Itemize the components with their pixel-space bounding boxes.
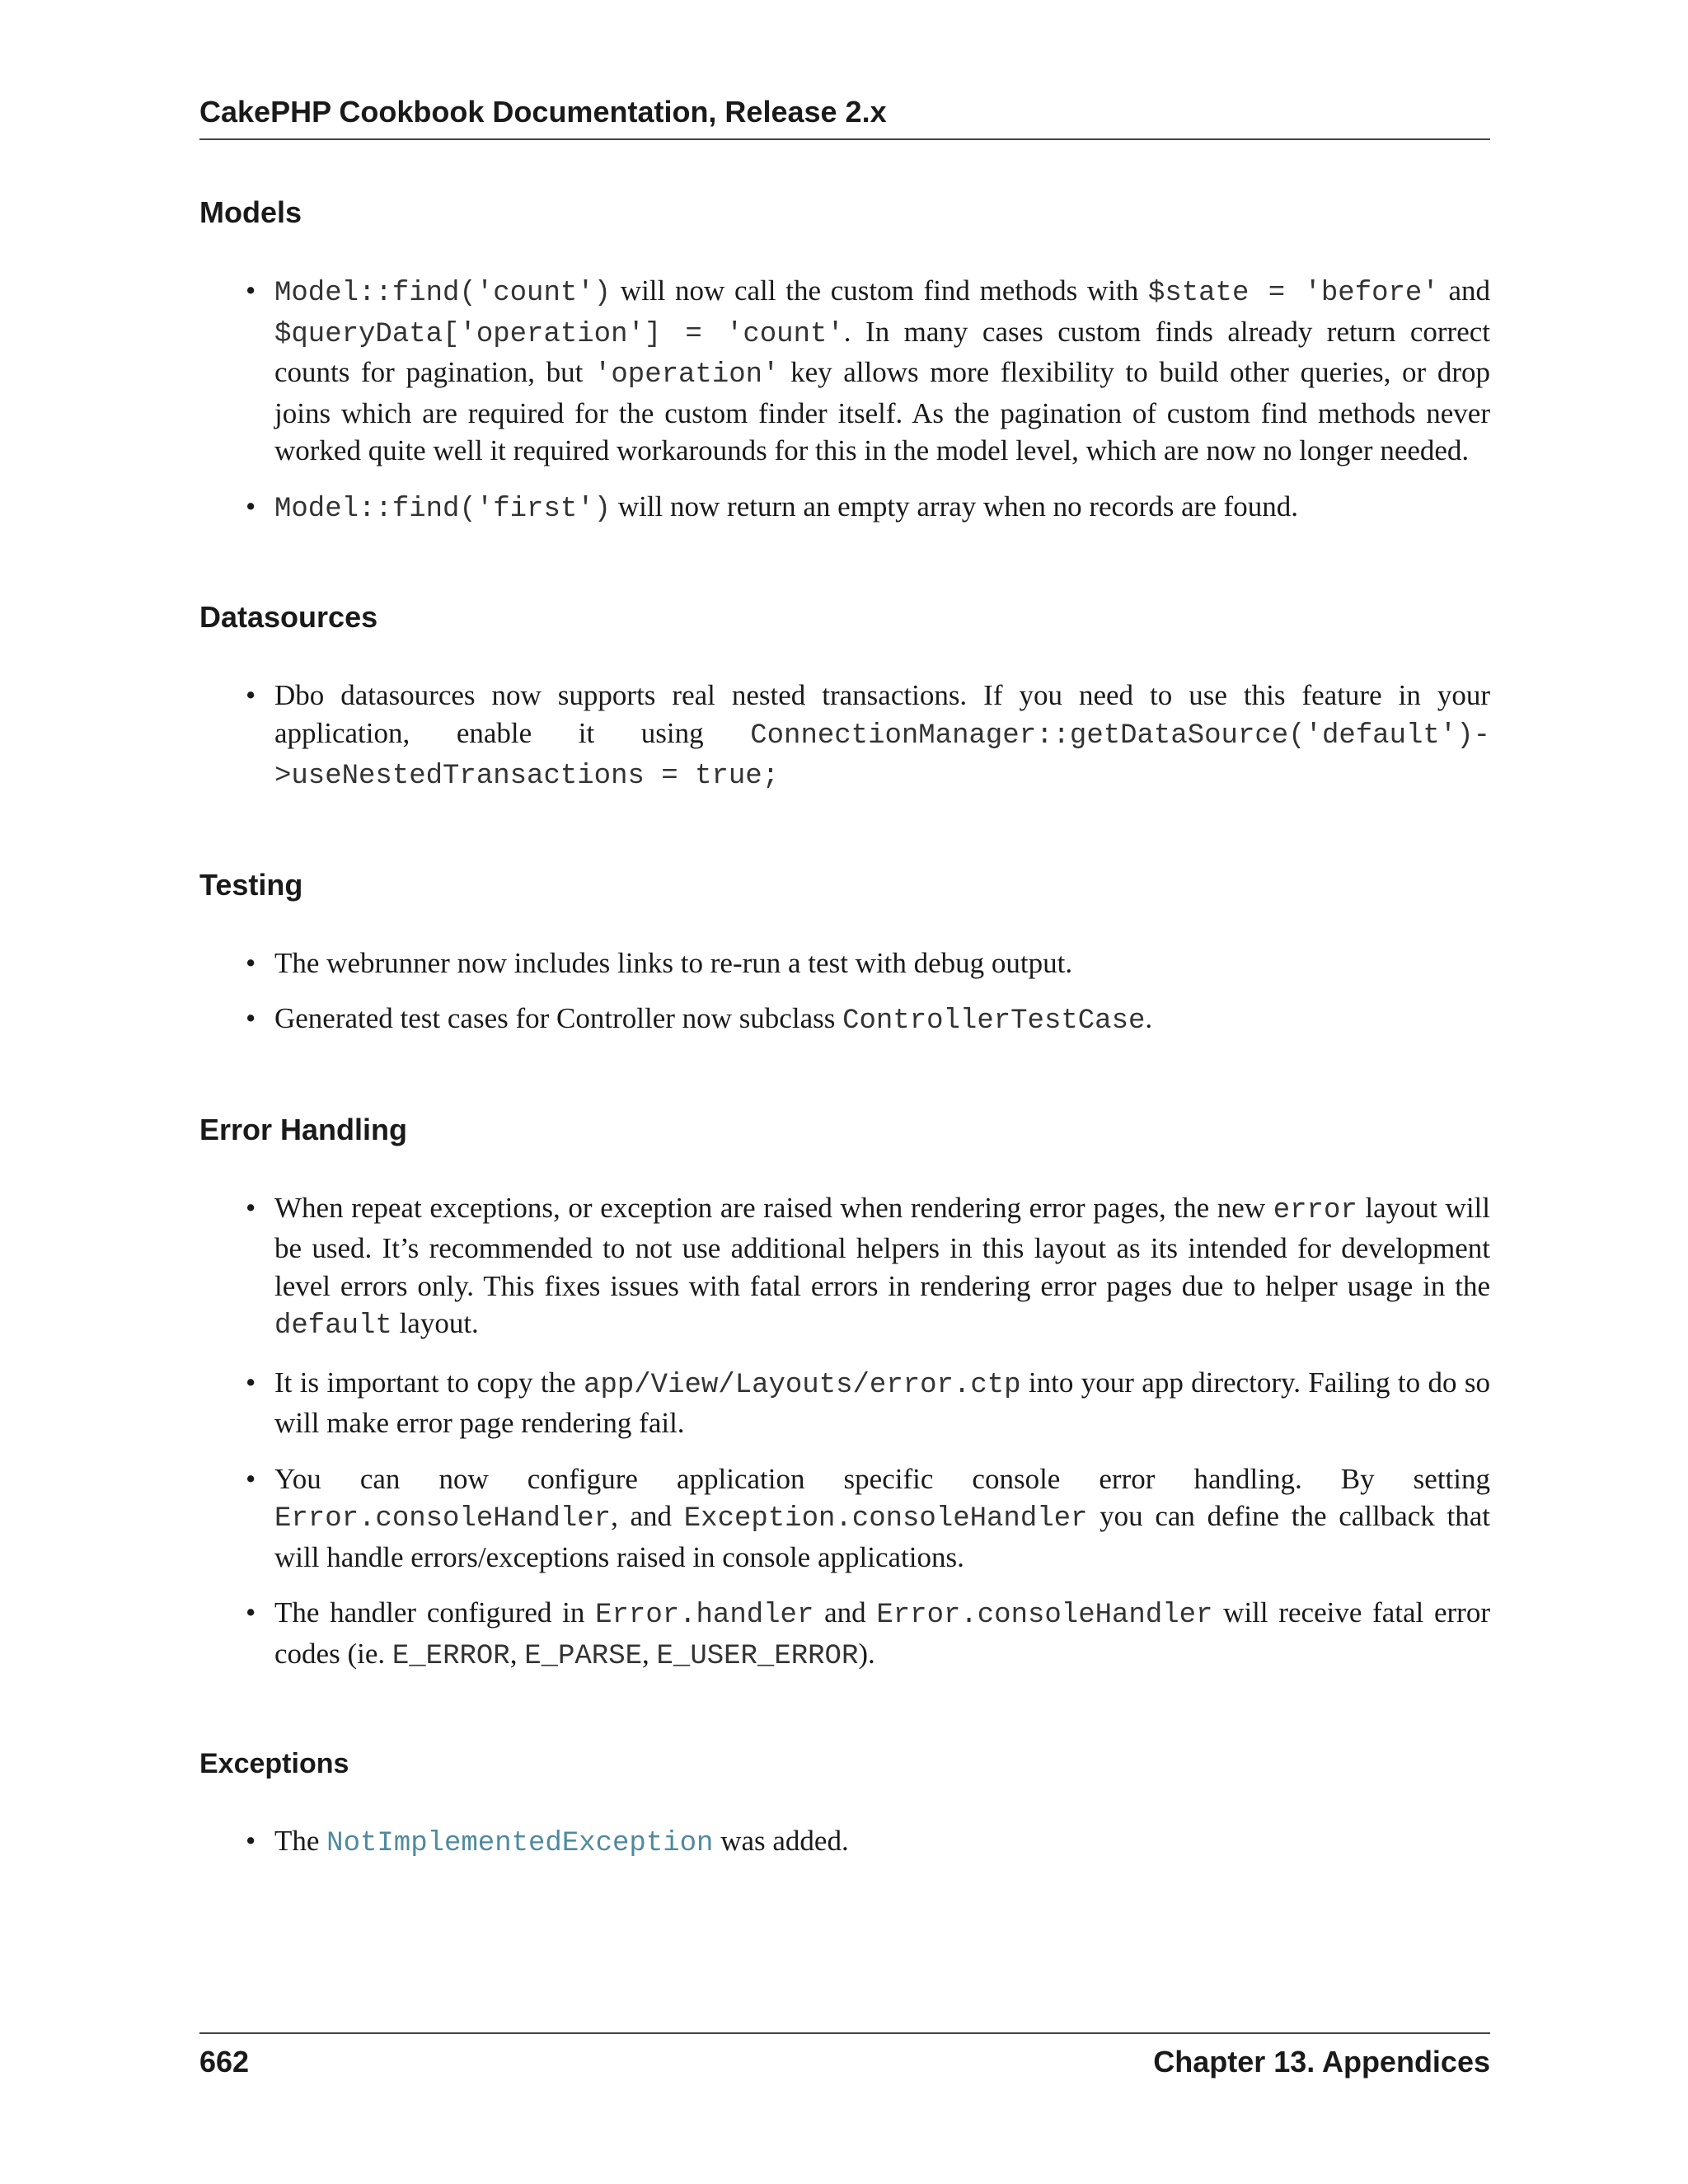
page-content — [199, 194, 1490, 1934]
error-handling-list — [199, 1189, 1490, 1676]
list-item: • Generated test cases for Controller now subclass ControllerTestCase. — [199, 1000, 1490, 1041]
running-header: CakePHP Cookbook Documentation, Release 2.x — [199, 91, 1490, 140]
section-heading-error-handling: Error Handling — [199, 1112, 408, 1146]
bullet-icon: • — [246, 490, 256, 523]
list-item: • The handler configured in Error.handler and Error.consoleHandler will receive fatal error codes (ie. E_ERROR, E_PARSE, E_USER_ERROR). — [199, 1594, 1490, 1675]
section-models — [199, 194, 1490, 528]
section-testing — [199, 867, 1490, 1041]
list-item: • The webrunner now includes links to re-run a test with debug output. — [199, 944, 1490, 982]
list-item: • Model::find('count') will now call the custom find methods with $state = 'before' and $queryData['operation'] = 'count'. In many cases custom finds already return correct counts for pagination, but 'operation' key allows more flexibility to build other queries, or drop joins which are required for the custom finder itself. As the pagination of custom find methods never worked quite well it required workarounds for this in the model level, which are now no longer needed. — [199, 272, 1490, 470]
section-exceptions — [199, 1746, 1490, 1863]
page-number: 662 — [199, 2045, 250, 2079]
section-heading-testing: Testing — [199, 867, 303, 902]
bullet-icon: • — [246, 1825, 256, 1857]
list-item: • When repeat exceptions, or exception are raised when rendering error pages, the new error layout will be used. It’s recommended to not use additional helpers in this layout as its intended for development level errors only. This fixes issues with fatal errors in rendering error pages due to helper usage in the default layout. — [199, 1189, 1490, 1346]
list-item: • You can now configure application specific console error handling. By setting Error.consoleHandler, and Exception.consoleHandler you can define the callback that will handle errors/exceptions raised in console applications. — [199, 1460, 1490, 1577]
models-list — [199, 272, 1490, 528]
list-item: • The NotImplementedException was added. — [199, 1822, 1490, 1863]
section-datasources — [199, 599, 1490, 796]
bullet-icon: • — [246, 274, 256, 307]
bullet-icon: • — [246, 1366, 256, 1399]
page-footer — [199, 2032, 1490, 2083]
bullet-icon: • — [246, 1596, 256, 1629]
bullet-icon: • — [246, 1191, 256, 1224]
testing-list — [199, 944, 1490, 1041]
section-error-handling — [199, 1112, 1490, 1676]
list-item: • It is important to copy the app/View/Layouts/error.ctp into your app directory. Failing to do so will make error page rendering fail. — [199, 1364, 1490, 1442]
chapter-title: Chapter 13. Appendices — [1153, 2045, 1490, 2079]
section-heading-models: Models — [199, 195, 302, 229]
section-heading-datasources: Datasources — [199, 600, 378, 634]
bullet-icon: • — [246, 679, 256, 711]
bullet-icon: • — [246, 1002, 256, 1034]
bullet-icon: • — [246, 946, 256, 979]
exceptions-list — [199, 1822, 1490, 1863]
not-implemented-exception-link[interactable]: NotImplementedException — [326, 1828, 714, 1859]
bullet-icon: • — [246, 1462, 256, 1495]
list-item: • Model::find('first') will now return an empty array when no records are found. — [199, 488, 1490, 529]
list-item: • Dbo datasources now supports real nested transactions. If you need to use this feature in your application, enable it using ConnectionManager::getDataSource('default')->useNestedTransactions = true; — [199, 677, 1490, 796]
section-heading-exceptions: Exceptions — [199, 1748, 349, 1779]
datasources-list — [199, 677, 1490, 796]
